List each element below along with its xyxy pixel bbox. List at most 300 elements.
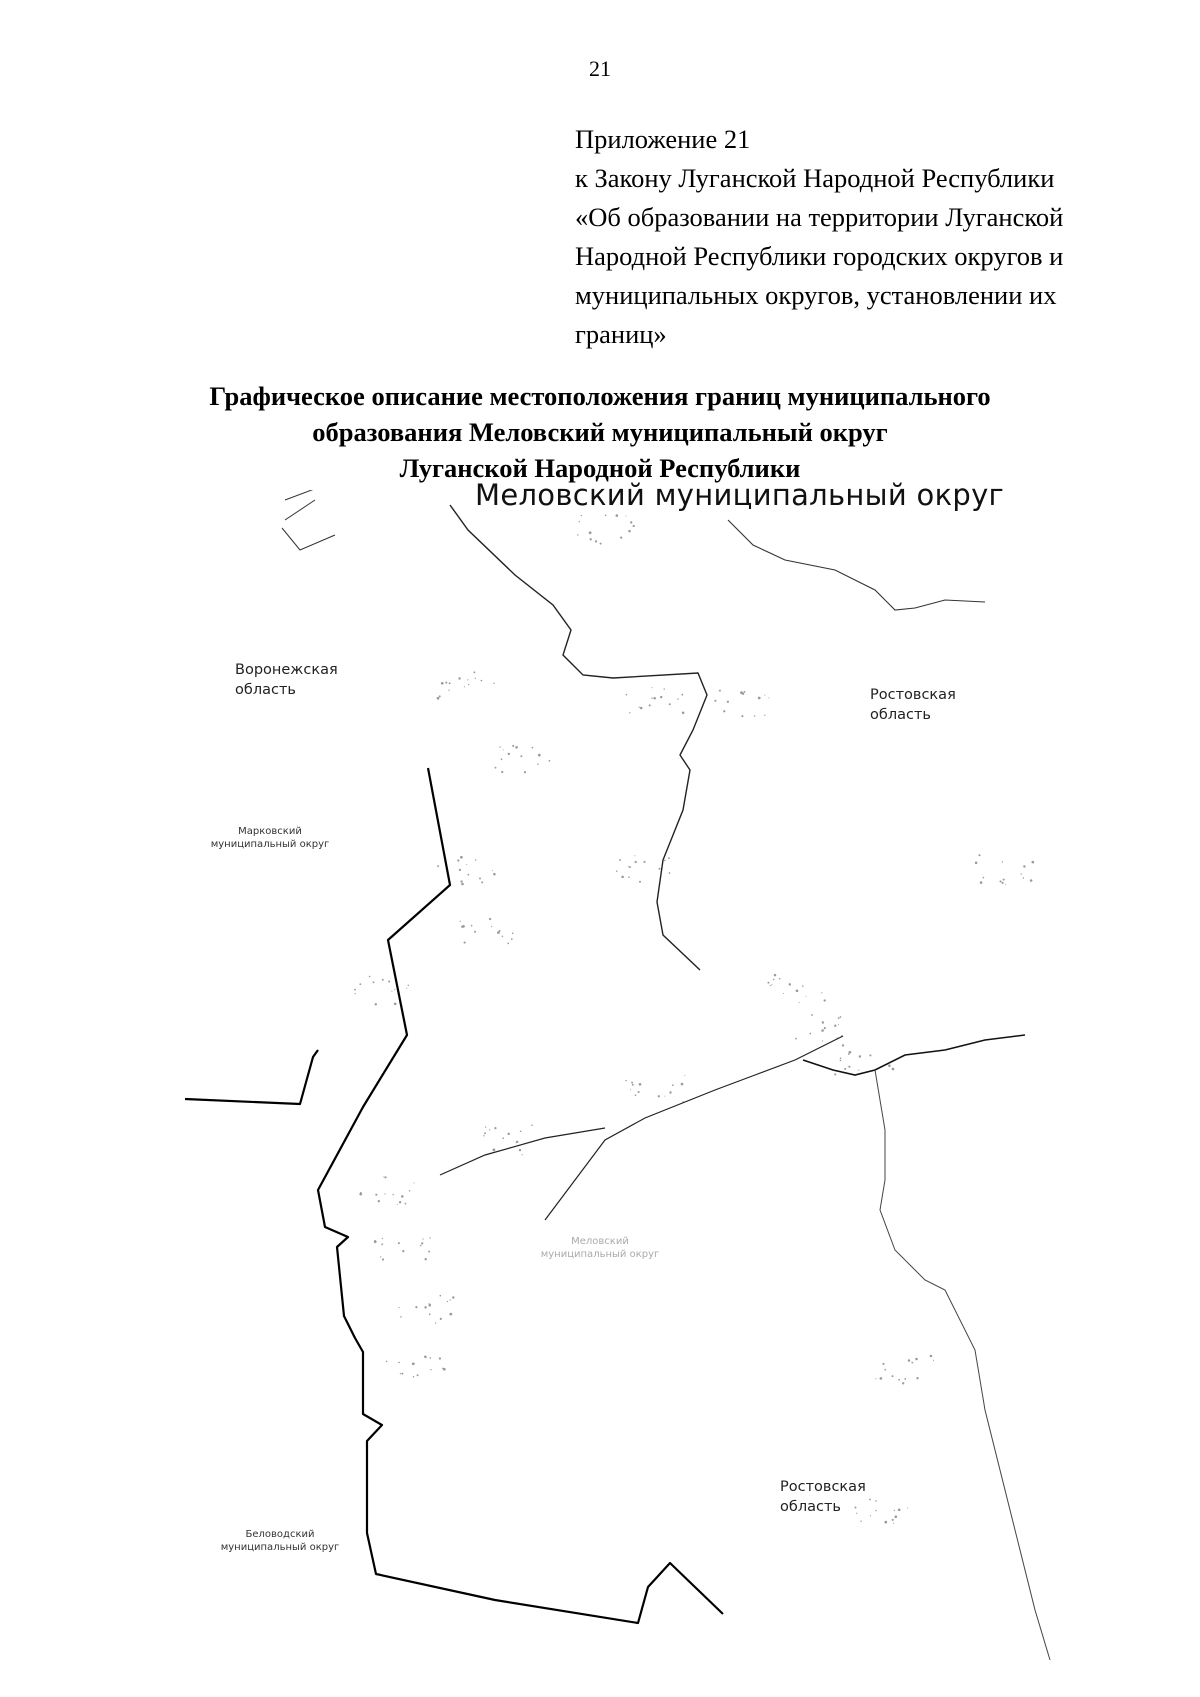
settlement-dot — [538, 754, 541, 757]
settlement-dot — [445, 682, 447, 684]
appendix-line: к Закону Луганской Народной Республики — [575, 163, 1055, 193]
settlement-dot — [443, 1368, 446, 1371]
settlement-dot — [664, 1096, 665, 1097]
district-boundary — [318, 768, 723, 1623]
settlement-dot — [483, 1135, 484, 1136]
settlement-dot — [394, 989, 395, 990]
settlement-dot — [1023, 877, 1024, 878]
settlement-dot — [502, 1137, 504, 1139]
settlement-dot — [375, 1003, 377, 1005]
settlement-dot — [417, 1374, 419, 1376]
settlement-dot — [475, 859, 476, 860]
settlement-dot — [440, 1318, 442, 1320]
settlement-dot — [884, 1369, 886, 1371]
settlement-dot — [834, 1025, 836, 1027]
boundary-map — [185, 478, 1110, 1670]
settlement-dot — [1030, 879, 1033, 882]
settlement-dot — [424, 1258, 426, 1260]
settlement-dot — [1031, 861, 1034, 864]
settlement-dot — [869, 1499, 871, 1501]
settlement-dot — [824, 999, 826, 1001]
settlement-dot — [1002, 882, 1004, 884]
title-line: Графическое описание местоположения границ муниципального — [209, 381, 991, 411]
settlement-dot — [643, 861, 645, 863]
settlement-dot — [779, 978, 781, 980]
settlement-dot — [471, 925, 473, 927]
settlement-dot — [811, 1014, 813, 1016]
settlement-dot — [840, 1060, 841, 1061]
settlement-dot — [452, 1296, 454, 1298]
settlement-dot — [402, 1250, 404, 1252]
settlement-dot — [549, 760, 551, 762]
settlement-dot — [669, 1091, 671, 1093]
settlement-dot — [375, 1194, 377, 1196]
settlement-dot — [978, 854, 980, 856]
settlement-dot — [869, 1054, 871, 1056]
settlement-dot — [884, 1521, 887, 1524]
settlement-dot — [460, 880, 462, 882]
settlement-dot — [651, 697, 652, 698]
settlement-dot — [677, 698, 678, 699]
settlement-dot — [524, 771, 526, 773]
settlement-dot — [460, 856, 463, 859]
settlement-dot — [398, 1362, 400, 1364]
settlement-dot — [428, 1251, 430, 1253]
settlement-dot — [664, 688, 665, 689]
settlement-dot — [437, 865, 439, 867]
settlement-dot — [1021, 873, 1022, 874]
settlement-dot — [898, 1508, 901, 1511]
settlement-dot — [892, 1068, 895, 1071]
settlement-dot — [669, 872, 671, 874]
settlement-dot — [844, 1068, 846, 1070]
settlement-dot — [401, 1195, 404, 1198]
settlement-dot — [930, 1355, 933, 1358]
settlement-dot — [628, 530, 631, 533]
settlement-dot — [508, 753, 510, 755]
settlement-dot — [475, 678, 476, 679]
settlement-dot — [381, 1243, 383, 1245]
settlement-dots — [354, 514, 1034, 1523]
settlement-dot — [742, 693, 744, 695]
settlement-dot — [894, 1510, 895, 1511]
settlement-dot — [409, 1190, 410, 1191]
settlement-dot — [502, 935, 504, 937]
river-line — [545, 1036, 843, 1220]
settlement-dot — [421, 1242, 423, 1244]
region-label-rostov-s: Ростовская область — [780, 1479, 866, 1515]
settlement-dot — [400, 1316, 402, 1318]
river-line — [875, 1070, 1050, 1660]
appendix-line: Приложение 21 — [575, 124, 751, 154]
settlement-dot — [401, 1373, 403, 1375]
page-number: 21 — [589, 56, 611, 81]
settlement-dot — [605, 514, 607, 516]
settlement-dot — [620, 536, 622, 538]
settlement-dot — [399, 1201, 401, 1203]
settlement-dot — [882, 1363, 884, 1365]
settlement-dot — [822, 1040, 823, 1041]
settlement-dot — [754, 715, 755, 716]
settlement-dot — [473, 671, 475, 673]
settlement-dot — [660, 696, 662, 698]
settlement-dot — [658, 1095, 660, 1097]
settlement-dot — [408, 985, 409, 986]
settlement-dot — [631, 1082, 633, 1084]
settlement-dot — [489, 918, 491, 920]
river-line — [728, 520, 985, 610]
settlement-dot — [626, 694, 628, 696]
settlement-dot — [908, 1359, 911, 1362]
settlement-dot — [519, 1149, 521, 1151]
settlement-dot — [382, 1258, 384, 1260]
settlement-dot — [664, 860, 666, 862]
settlement-dot — [628, 876, 630, 878]
settlement-dot — [842, 1044, 844, 1046]
settlement-dot — [630, 521, 632, 523]
settlement-dot — [904, 1378, 906, 1380]
settlement-dot — [512, 745, 514, 747]
settlement-dot — [522, 1154, 523, 1155]
settlement-dot — [633, 525, 635, 527]
settlement-dot — [501, 771, 503, 773]
settlement-dot — [413, 1182, 414, 1183]
settlement-dot — [1023, 865, 1025, 867]
settlement-dot — [388, 980, 390, 982]
settlement-dot — [893, 1523, 894, 1524]
appendix-line: Народной Республики городских округов и — [575, 241, 1064, 271]
settlement-dot — [621, 876, 624, 879]
settlement-dot — [435, 1322, 436, 1323]
settlement-dot — [537, 763, 538, 764]
settlement-dot — [382, 1238, 383, 1239]
settlement-dot — [493, 683, 494, 684]
settlement-dot — [493, 1149, 496, 1152]
settlement-dot — [653, 697, 656, 700]
settlement-dot — [467, 874, 469, 876]
settlement-dot — [629, 866, 631, 868]
settlement-dot — [714, 700, 716, 702]
settlement-dot — [635, 1094, 637, 1096]
river-line — [803, 1035, 1025, 1075]
settlement-dot — [422, 1238, 423, 1239]
settlement-dot — [880, 1377, 883, 1380]
settlement-dot — [822, 1021, 824, 1023]
settlement-dot — [651, 687, 652, 688]
settlement-dot — [429, 1313, 431, 1315]
settlement-dot — [406, 988, 407, 989]
settlement-dot — [499, 746, 500, 747]
settlement-dot — [758, 697, 761, 700]
settlement-dot — [595, 540, 597, 542]
settlement-dot — [466, 864, 467, 865]
settlement-dot — [503, 749, 504, 750]
settlement-dot — [743, 691, 745, 693]
settlement-dot — [391, 991, 392, 992]
settlement-dot — [430, 1369, 431, 1370]
settlement-dot — [484, 1132, 486, 1134]
settlement-dot — [821, 992, 822, 993]
settlement-dot — [600, 543, 602, 545]
settlement-dot — [531, 1124, 533, 1126]
settlement-dot — [802, 985, 804, 987]
settlement-dot — [840, 1016, 842, 1018]
settlement-dot — [459, 869, 461, 871]
settlement-dot — [682, 712, 685, 715]
settlement-dot — [474, 931, 476, 933]
settlement-dot — [848, 1066, 850, 1068]
settlement-dot — [659, 868, 661, 870]
map-header: Меловский муниципальный округ — [475, 478, 1005, 512]
settlement-dot — [892, 1519, 894, 1521]
settlement-dot — [397, 1204, 398, 1205]
settlement-dot — [464, 686, 465, 687]
settlement-dot — [501, 758, 503, 760]
settlement-dot — [512, 933, 514, 935]
settlement-dot — [457, 859, 459, 861]
settlement-dot — [461, 883, 464, 886]
settlement-dot — [467, 679, 468, 680]
settlement-dot — [741, 715, 743, 717]
settlement-dot — [933, 1360, 934, 1361]
settlement-dot — [625, 1080, 627, 1082]
settlement-dot — [635, 861, 637, 863]
settlement-dot — [414, 1363, 415, 1364]
settlement-dot — [999, 880, 1001, 882]
settlement-dot — [485, 1126, 486, 1127]
settlement-dot — [799, 1002, 800, 1003]
settlement-dot — [441, 682, 444, 685]
settlement-dot — [727, 701, 729, 703]
settlement-dot — [448, 690, 449, 691]
settlement-dot — [516, 1142, 517, 1143]
settlement-dot — [1005, 884, 1006, 885]
settlement-dot — [511, 938, 513, 940]
region-label-rostov-ne: Ростовская область — [870, 687, 956, 723]
settlement-dot — [385, 1176, 387, 1178]
settlement-dot — [494, 874, 495, 875]
settlement-dot — [764, 695, 765, 696]
settlement-dot — [632, 1084, 634, 1086]
appendix-line: границ» — [575, 319, 667, 349]
settlement-dot — [429, 1303, 430, 1304]
settlement-dot — [838, 1024, 839, 1025]
settlement-dot — [719, 690, 721, 692]
settlement-dot — [634, 855, 635, 856]
settlement-dot — [681, 694, 683, 696]
settlement-dot — [860, 1521, 861, 1522]
settlement-dot — [838, 1017, 840, 1019]
settlement-dot — [394, 1003, 397, 1006]
settlement-dot — [894, 1515, 897, 1518]
settlement-dot — [458, 677, 460, 679]
settlement-dot — [492, 870, 493, 871]
settlement-dot — [768, 697, 769, 698]
settlement-dot — [1002, 861, 1003, 862]
settlement-dot — [888, 1064, 891, 1067]
settlement-dot — [723, 710, 725, 712]
settlement-dot — [764, 715, 765, 716]
settlement-dot — [430, 1357, 432, 1359]
settlement-dot — [795, 1038, 797, 1040]
settlement-dot — [507, 943, 509, 945]
settlement-dot — [858, 1070, 859, 1071]
settlement-dot — [429, 1237, 430, 1238]
settlement-dot — [639, 1083, 642, 1086]
river-line — [440, 1128, 605, 1175]
settlement-dot — [532, 747, 534, 749]
settlement-dot — [439, 1295, 441, 1297]
settlement-dot — [859, 1055, 861, 1057]
settlement-dot — [628, 866, 629, 867]
settlement-dot — [821, 1029, 824, 1032]
settlement-dot — [809, 1033, 811, 1035]
settlement-dot — [424, 1306, 426, 1308]
settlement-dot — [384, 1193, 385, 1194]
settlement-dot — [581, 515, 582, 516]
settlement-dot — [834, 1073, 836, 1075]
settlement-dot — [902, 1382, 904, 1384]
region-label-voronezh: Воронежская область — [235, 662, 338, 698]
settlement-dot — [405, 1203, 407, 1205]
settlement-dot — [420, 1245, 422, 1247]
settlement-dot — [916, 1377, 918, 1379]
settlement-dot — [875, 1510, 876, 1511]
settlement-dot — [491, 926, 492, 927]
settlement-dot — [796, 989, 799, 992]
settlement-dot — [374, 1240, 377, 1243]
settlement-dot — [824, 1027, 826, 1029]
settlement-dot — [437, 697, 440, 700]
district-boundary-spur — [185, 1050, 318, 1104]
appendix-line: муниципальных округов, установлении их — [575, 280, 1057, 310]
settlement-dot — [774, 974, 777, 977]
settlement-dot — [481, 881, 483, 883]
district-label-melovsky: Меловский муниципальный округ — [540, 1236, 660, 1260]
settlement-dot — [649, 704, 651, 706]
settlement-dot — [383, 1176, 384, 1177]
settlement-dot — [481, 680, 483, 682]
district-label-markovsky: Марковский муниципальный округ — [210, 826, 330, 850]
settlement-dot — [771, 984, 772, 985]
settlement-dot — [373, 981, 375, 983]
settlement-dot — [520, 755, 522, 757]
settlement-dot — [447, 1301, 448, 1302]
settlement-dot — [911, 1362, 913, 1364]
settlement-dot — [359, 983, 361, 985]
settlement-dot — [398, 1242, 400, 1244]
settlement-dot — [579, 521, 580, 522]
district-label-belovodsky: Беловодский муниципальный округ — [220, 1529, 340, 1553]
settlement-dot — [975, 862, 978, 865]
settlement-dot — [898, 1379, 900, 1381]
settlement-dot — [400, 1373, 401, 1374]
settlement-dot — [640, 707, 643, 710]
settlement-dot — [415, 1306, 417, 1308]
settlement-dot — [770, 985, 771, 986]
settlement-dot — [520, 1130, 522, 1132]
settlement-dot — [789, 983, 791, 985]
settlement-dot — [589, 531, 592, 534]
settlement-dot — [424, 1356, 427, 1359]
settlement-dot — [915, 1358, 918, 1361]
settlement-dot — [439, 1357, 441, 1359]
settlement-dot — [629, 712, 630, 713]
settlement-dot — [369, 976, 371, 978]
settlement-dot — [639, 707, 640, 708]
settlement-dot — [355, 993, 356, 994]
settlement-dot — [840, 1058, 842, 1060]
boundary-fragment — [282, 490, 335, 550]
settlement-dot — [590, 538, 592, 540]
settlement-dot — [450, 1299, 451, 1300]
settlement-dot — [479, 878, 481, 880]
settlement-dot — [515, 746, 518, 749]
settlement-dot — [849, 1051, 852, 1054]
title-line: Луганской Народной Республики — [399, 453, 801, 483]
settlement-dot — [489, 1129, 490, 1130]
settlement-dot — [354, 989, 356, 991]
settlement-dot — [875, 1500, 877, 1502]
settlement-dot — [907, 1507, 908, 1508]
river-line — [450, 505, 707, 970]
settlement-dot — [773, 979, 775, 981]
document-title — [0, 378, 1200, 486]
settlement-dot — [378, 1200, 380, 1202]
settlement-dot — [439, 695, 441, 697]
settlement-dot — [464, 942, 466, 944]
settlement-dot — [382, 979, 384, 981]
settlement-dot — [495, 767, 497, 769]
settlement-dot — [449, 682, 451, 684]
settlement-dot — [380, 1256, 381, 1257]
settlement-dot — [980, 881, 983, 884]
settlement-dot — [681, 1083, 684, 1086]
settlement-dot — [462, 925, 465, 928]
settlement-dot — [1003, 879, 1005, 881]
settlement-dot — [460, 921, 461, 922]
settlement-dot — [625, 515, 626, 516]
title-line: образования Меловский муниципальный округ — [312, 417, 888, 447]
settlement-dot — [767, 982, 769, 984]
settlement-dot — [630, 1089, 631, 1090]
settlement-dot — [413, 1376, 415, 1378]
settlement-dot — [669, 703, 671, 705]
settlement-dot — [386, 1361, 387, 1362]
settlement-dot — [870, 1515, 871, 1516]
settlement-dot — [616, 870, 618, 872]
settlement-dot — [393, 1194, 394, 1195]
settlement-dot — [449, 1313, 452, 1316]
settlement-dot — [619, 859, 621, 861]
settlement-dot — [783, 993, 784, 994]
settlement-dot — [399, 1307, 400, 1308]
settlement-dot — [875, 1378, 876, 1379]
settlement-dot — [577, 534, 578, 535]
settlement-dot — [668, 857, 670, 859]
settlement-dot — [805, 996, 806, 997]
settlement-dot — [359, 1193, 362, 1196]
settlement-dot — [494, 1127, 496, 1129]
settlement-dot — [507, 1133, 509, 1135]
settlement-dot — [639, 881, 641, 883]
settlement-dot — [499, 930, 501, 932]
settlement-dot — [616, 514, 619, 517]
appendix-line: «Об образовании на территории Луганской — [575, 202, 1064, 232]
settlement-dot — [638, 1091, 640, 1093]
settlement-dot — [468, 684, 469, 685]
settlement-dot — [892, 1375, 894, 1377]
